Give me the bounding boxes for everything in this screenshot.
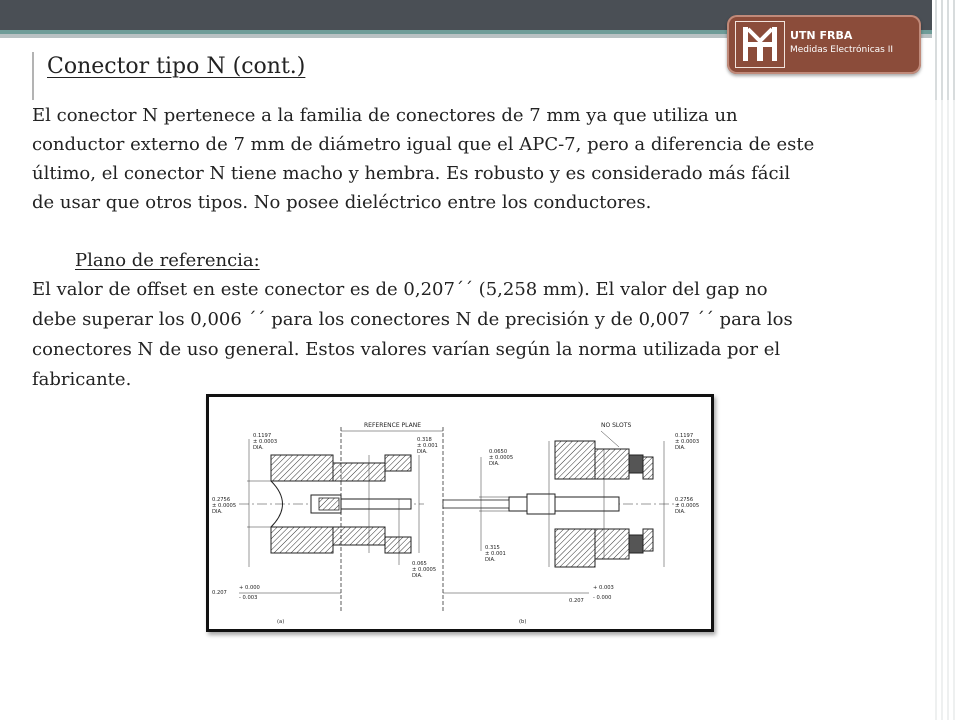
decorative-stripes-top (932, 0, 960, 100)
slide-body (32, 101, 932, 395)
no-slots-label: NO SLOTS (601, 422, 632, 429)
figure-caption-a: (a) (277, 619, 285, 625)
dim-label: ± 0.0005 (412, 567, 437, 573)
paragraph-line: debe superar los 0,006 ´´ para los conectores N de precisión y de 0,007 ´´ para los (32, 309, 793, 330)
dim-label: 0.207 (212, 590, 227, 596)
dim-label: DIA. (417, 449, 428, 455)
dim-label: 0.318 (417, 437, 432, 443)
dim-label: - 0.000 (593, 595, 612, 601)
logo-subtitle: Medidas Electrónicas II (790, 45, 894, 55)
dim-label: DIA. (412, 573, 423, 579)
dim-label: ± 0.0005 (489, 455, 514, 461)
dim-label: + 0.000 (239, 585, 260, 591)
dim-label: 0.065 (412, 561, 427, 567)
paragraph-line: El conector N pertenece a la familia de conectores de 7 mm ya que utiliza un (32, 105, 738, 126)
paragraph-line: de usar que otros tipos. No posee dieléctrico entre los conductores. (32, 192, 652, 213)
dim-label: 0.2756 (675, 497, 694, 503)
title-bracket (32, 52, 34, 100)
logo-name: UTN FRBA (790, 29, 853, 42)
dim-label: ± 0.0005 (212, 503, 237, 509)
paragraph-line: El valor de offset en este conector es de 0,207´´ (5,258 mm). El valor del gap no (32, 279, 768, 300)
paragraph-line: fabricante. (32, 369, 132, 390)
dim-label: + 0.003 (593, 585, 614, 591)
connector-drawing (209, 397, 711, 629)
dim-label: DIA. (675, 445, 686, 451)
dim-label: DIA. (212, 509, 223, 515)
dim-label: DIA. (489, 461, 500, 467)
dim-label: 0.207 (569, 598, 584, 604)
dim-label: ± 0.0003 (675, 439, 700, 445)
paragraph-line: conductor externo de 7 mm de diámetro igual que el APC-7, pero a diferencia de este (32, 134, 815, 155)
utn-emblem-icon (735, 21, 785, 68)
reference-plane-heading: Plano de referencia: (75, 250, 260, 271)
decorative-stripes-side (932, 100, 960, 720)
reference-plane-label: REFERENCE PLANE (364, 422, 422, 429)
dim-label: ± 0.001 (417, 443, 438, 449)
paragraph-line: último, el conector N tiene macho y hembra. Es robusto y es considerado más fácil (32, 163, 791, 184)
dim-label: DIA. (253, 445, 264, 451)
dim-label: ± 0.001 (485, 551, 506, 557)
figure-caption-b: (b) (519, 619, 527, 625)
dim-label: ± 0.0003 (253, 439, 278, 445)
utn-logo (727, 15, 921, 74)
dim-label: 0.1197 (253, 433, 272, 439)
dim-label: 0.0650 (489, 449, 508, 455)
dim-label: 0.315 (485, 545, 500, 551)
dim-label: DIA. (485, 557, 496, 563)
connector-diagram (206, 394, 714, 632)
slide-title: Conector tipo N (cont.) (47, 54, 306, 79)
dim-label: DIA. (675, 509, 686, 515)
dim-label: 0.2756 (212, 497, 231, 503)
dim-label: 0.1197 (675, 433, 694, 439)
dim-label: - 0.003 (239, 595, 258, 601)
dim-label: ± 0.0005 (675, 503, 700, 509)
paragraph-line: conectores N de uso general. Estos valores varían según la norma utilizada por el (32, 339, 781, 360)
